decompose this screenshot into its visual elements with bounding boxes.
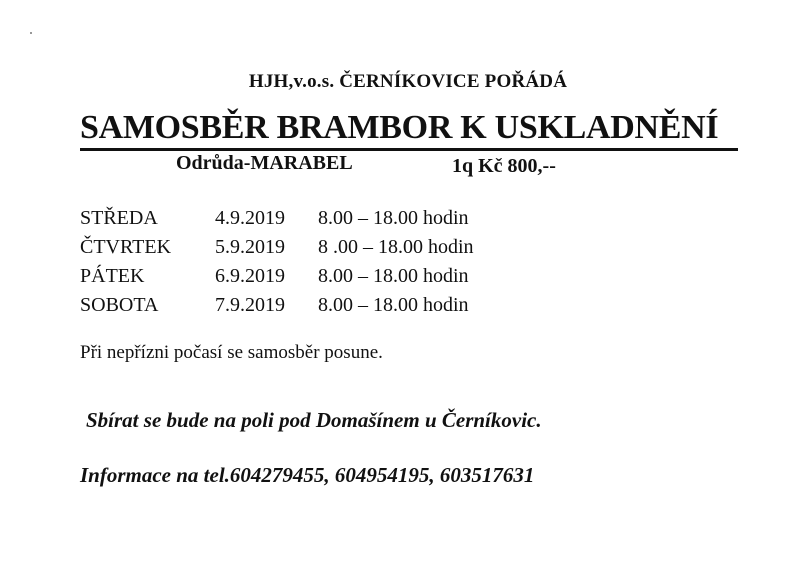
- schedule-time: 8.00 – 18.00 hodin: [318, 207, 469, 229]
- schedule-time: 8.00 – 18.00 hodin: [318, 294, 469, 316]
- schedule-time: 8.00 – 18.00 hodin: [318, 265, 469, 287]
- schedule-date: 4.9.2019: [215, 207, 285, 229]
- contact-line: Informace na tel.604279455, 604954195, 603517631: [80, 463, 535, 487]
- weather-note: Při nepřízni počasí se samosběr posune.: [80, 342, 383, 363]
- schedule-day: ČTVRTEK: [80, 236, 172, 258]
- schedule-day: STŘEDA: [80, 207, 158, 229]
- schedule-date: 7.9.2019: [215, 294, 285, 316]
- location-line: Sbírat se bude na poli pod Domašínem u Černíkovic.: [86, 408, 542, 432]
- variety-label: Odrůda-MARABEL: [176, 152, 353, 174]
- headline-underline: [80, 148, 738, 151]
- price-label: 1q Kč 800,--: [452, 155, 556, 177]
- organizer-line: HJH,v.o.s. ČERNÍKOVICE POŘÁDÁ: [248, 71, 568, 92]
- scan-speck: [30, 32, 32, 34]
- headline: SAMOSBĚR BRAMBOR K USKLADNĚNÍ: [80, 109, 719, 146]
- schedule-time: 8 .00 – 18.00 hodin: [318, 236, 474, 258]
- schedule-date: 5.9.2019: [215, 236, 285, 258]
- schedule-day: SOBOTA: [80, 294, 159, 316]
- schedule-day: PÁTEK: [80, 265, 145, 287]
- schedule-date: 6.9.2019: [215, 265, 285, 287]
